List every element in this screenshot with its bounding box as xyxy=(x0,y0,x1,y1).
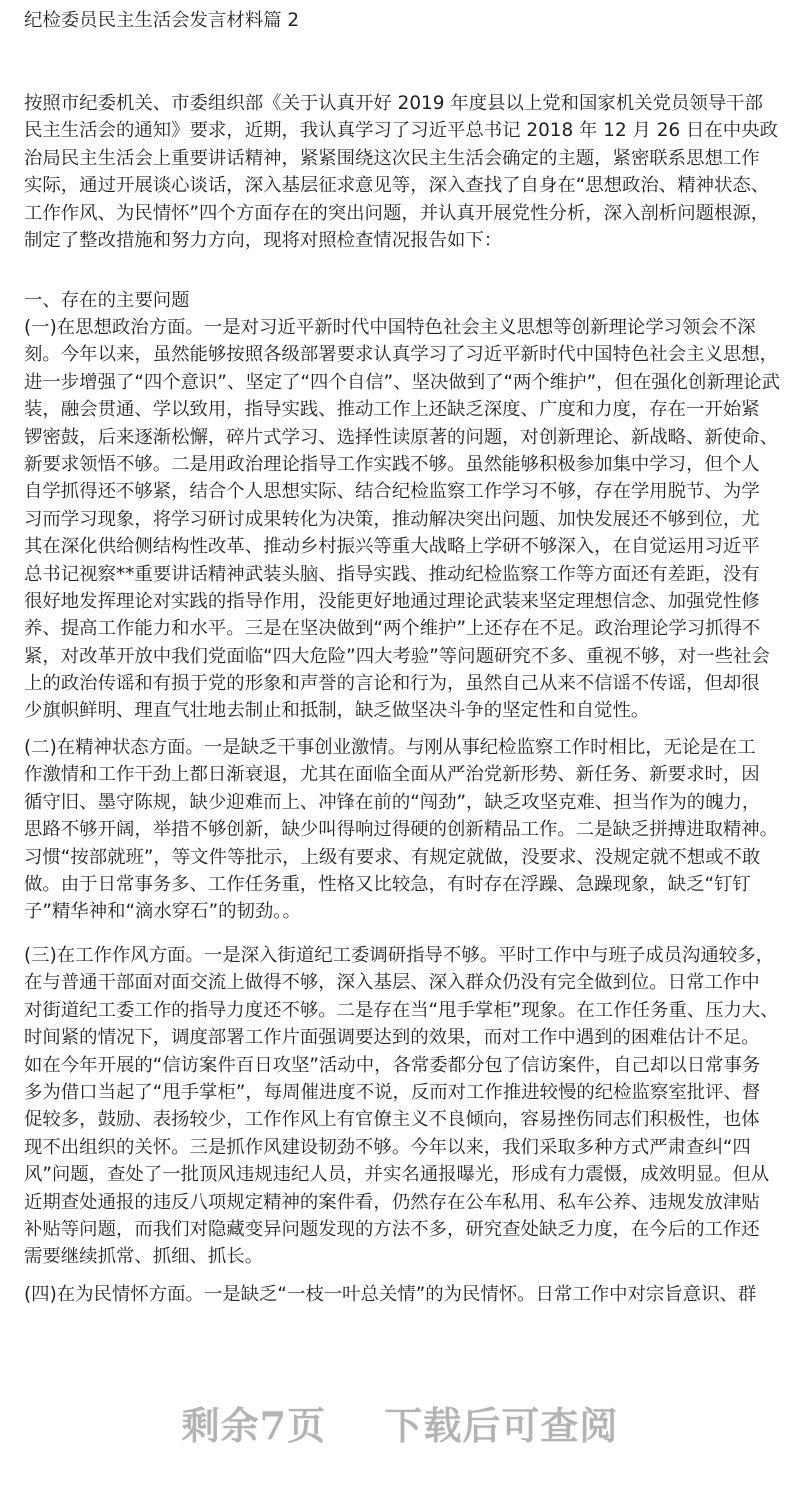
text-line: (三)在工作作风方面。一是深入街道纪工委调研指导不够。平时工作中与班子成员沟通较多， xyxy=(24,945,774,966)
text-line: 做。由于日常事务多、工作任务重，性格又比较急，有时存在浮躁、急躁现象，缺乏“钉钉 xyxy=(24,873,751,895)
text-line: 循守旧、墨守陈规，缺少迎难而上、冲锋在前的“闯劲”，缺乏攻坚克难、担当作为的魄力， xyxy=(24,791,761,813)
text-line: 需要继续抓常、抓细、抓长。 xyxy=(24,1246,264,1268)
text-line: 实际，通过开展谈心谈话，深入基层征求意见等，深入查找了自身在“思想政治、精神状态、 xyxy=(24,175,770,197)
text-line: 风”问题，查处了一批顶风违规违纪人员，并实名通报曝光，形成有力震慑，成效明显。但从 xyxy=(24,1164,770,1186)
paragraph-work-style xyxy=(24,942,790,1271)
text-line: 思路不够开阔，举措不够创新，缺少叫得响过得硬的创新精品工作。二是缺乏拼搏进取精神。 xyxy=(24,819,779,841)
text-line: 对街道纪工委工作的指导力度还不够。二是存在当“甩手掌柜”现象。在工作任务重、压力大、 xyxy=(24,999,779,1021)
download-prompt[interactable] xyxy=(0,1395,800,1450)
text-line: 按照市纪委机关、市委组织部《关于认真开好 2019 年度县以上党和国家机关党员领导干部 xyxy=(24,93,763,114)
document-title-block xyxy=(24,7,790,34)
download-to-view-label[interactable]: 下载后可查阅 xyxy=(384,1403,619,1448)
text-line: 紧，对改革开放中我们党面临“四大危险”四大考验”等问题研究不多、重视不够，对一些社会 xyxy=(24,645,770,667)
text-line: 时间紧的情况下，调度部署工作片面强调要达到的效果，而对工作中遇到的困难估计不足。 xyxy=(24,1027,760,1049)
text-line: 工作作风、为民情怀”四个方面存在的突出问题，并认真开展党性分析，深入剖析问题根源， xyxy=(24,202,770,224)
section-heading: 一、存在的主要问题 xyxy=(24,290,190,311)
text-line: (四)在为民情怀方面。一是缺乏“一枝一叶总关情”的为民情怀。日常工作中对宗旨意识、群 xyxy=(24,1284,757,1305)
paragraph-mental-state xyxy=(24,734,790,926)
text-line: 如在今年开展的“信访案件百日攻坚”活动中，各常委都分包了信访案件，自己却以日常事务 xyxy=(24,1054,761,1076)
text-line: 治局民主生活会上重要讲话精神，紧紧围绕这次民主生活会确定的主题，紧密联系思想工作 xyxy=(24,147,760,169)
text-line: 在与普通干部面对面交流上做得不够，深入基层、深入群众仍没有完全做到位。日常工作中 xyxy=(24,972,760,994)
text-line: 锣密鼓，后来逐渐松懈，碎片式学习、选择性读原著的问题，对创新理论、新战略、新使命、 xyxy=(24,426,779,448)
paragraph-ideology xyxy=(24,314,790,725)
text-line: 作激情和工作干劲上都日渐衰退，尤其在面临全面从严治党新形势、新任务、新要求时，因 xyxy=(24,764,760,786)
text-line: 总书记视察**重要讲话精神武装头脑、指导实践、推动纪检监察工作等方面还有差距，没有 xyxy=(24,563,760,585)
text-line: 多为借口当起了“甩手掌柜”，每周催进度不说，反而对工作推进较慢的纪检监察室批评、督 xyxy=(24,1081,761,1103)
text-line: 制定了整改措施和努力方向，现将对照检查情况报告如下： xyxy=(24,229,503,251)
text-line: 民主生活会的通知》要求，近期，我认真学习了习近平总书记 2018 年 12 月 26 日在中央政 xyxy=(24,120,778,142)
text-line: 补贴等问题，而我们对隐藏变异问题发现的方法不多，研究查处缺乏力度，在今后的工作还 xyxy=(24,1218,760,1240)
document-title: 纪检委员民主生活会发言材料篇 2 xyxy=(24,10,300,31)
text-line: 上的政治传谣和有损于党的形象和声誉的言论和行为，虽然自己从来不信谣不传谣，但却很 xyxy=(24,673,760,695)
text-line: 近期查处通报的违反八项规定精神的案件看，仍然存在公车私用、私车公养、违规发放津贴 xyxy=(24,1191,760,1213)
text-line: 刻。今年以来，虽然能够按照各级部署要求认真学习了习近平新时代中国特色社会主义思想， xyxy=(24,344,779,366)
content-fade xyxy=(0,1320,800,1380)
text-line: (二)在精神状态方面。一是缺乏干事创业激情。与刚从事纪检监察工作时相比，无论是在工 xyxy=(24,737,756,758)
text-line: 现不出组织的关怀。三是抓作风建设韧劲不够。今年以来，我们采取多种方式严肃查纠“四 xyxy=(24,1136,751,1158)
paragraph-people xyxy=(24,1281,790,1308)
text-line: 其在深化供给侧结构性改革、推动乡村振兴等重大战略上学研不够深入，在自觉运用习近平 xyxy=(24,536,760,558)
text-line: 少旗帜鲜明、理直气壮地去制止和抵制，缺乏做坚决斗争的坚定性和自觉性。 xyxy=(24,700,650,722)
section-heading-block xyxy=(24,287,790,314)
intro-paragraph xyxy=(24,90,790,254)
text-line: 养、提高工作能力和水平。三是在坚决做到“两个维护”上还存在不足。政治理论学习抓得不 xyxy=(24,618,761,640)
text-line: 新要求领悟不够。二是用政治理论指导工作实践不够。虽然能够积极参加集中学习，但个人 xyxy=(24,453,760,475)
text-line: 自学抓得还不够紧，结合个人思想实际、结合纪检监察工作学习不够，存在学用脱节、为学 xyxy=(24,481,760,503)
text-line: 很好地发挥理论对实践的指导作用，没能更好地通过理论武装来坚定理想信念、加强党性修 xyxy=(24,590,760,612)
text-line: 习惯“按部就班”，等文件等批示，上级有要求、有规定就做，没要求、没规定就不想或不敢 xyxy=(24,846,761,868)
text-line: 习而学习现象，将学习研讨成果转化为决策，推动解决突出问题、加快发展还不够到位，尤 xyxy=(24,508,760,530)
text-line: 装，融会贯通、学以致用，指导实践、推动工作上还缺乏深度、广度和力度，存在一开始紧 xyxy=(24,399,760,421)
text-line: 促较多，鼓励、表扬较少，工作作风上有官僚主义不良倾向，容易挫伤同志们积极性，也体 xyxy=(24,1109,760,1131)
remaining-pages-label[interactable]: 剩余7页 xyxy=(181,1403,327,1448)
text-line: (一)在思想政治方面。一是对习近平新时代中国特色社会主义思想等创新理论学习领会不深 xyxy=(24,317,756,338)
text-line: 进一步增强了“四个意识”、坚定了“四个自信”、坚决做到了“两个维护”，但在强化创新理论武 xyxy=(24,371,781,393)
text-line: 子”精华神和“滴水穿石”的韧劲。。 xyxy=(24,901,301,923)
